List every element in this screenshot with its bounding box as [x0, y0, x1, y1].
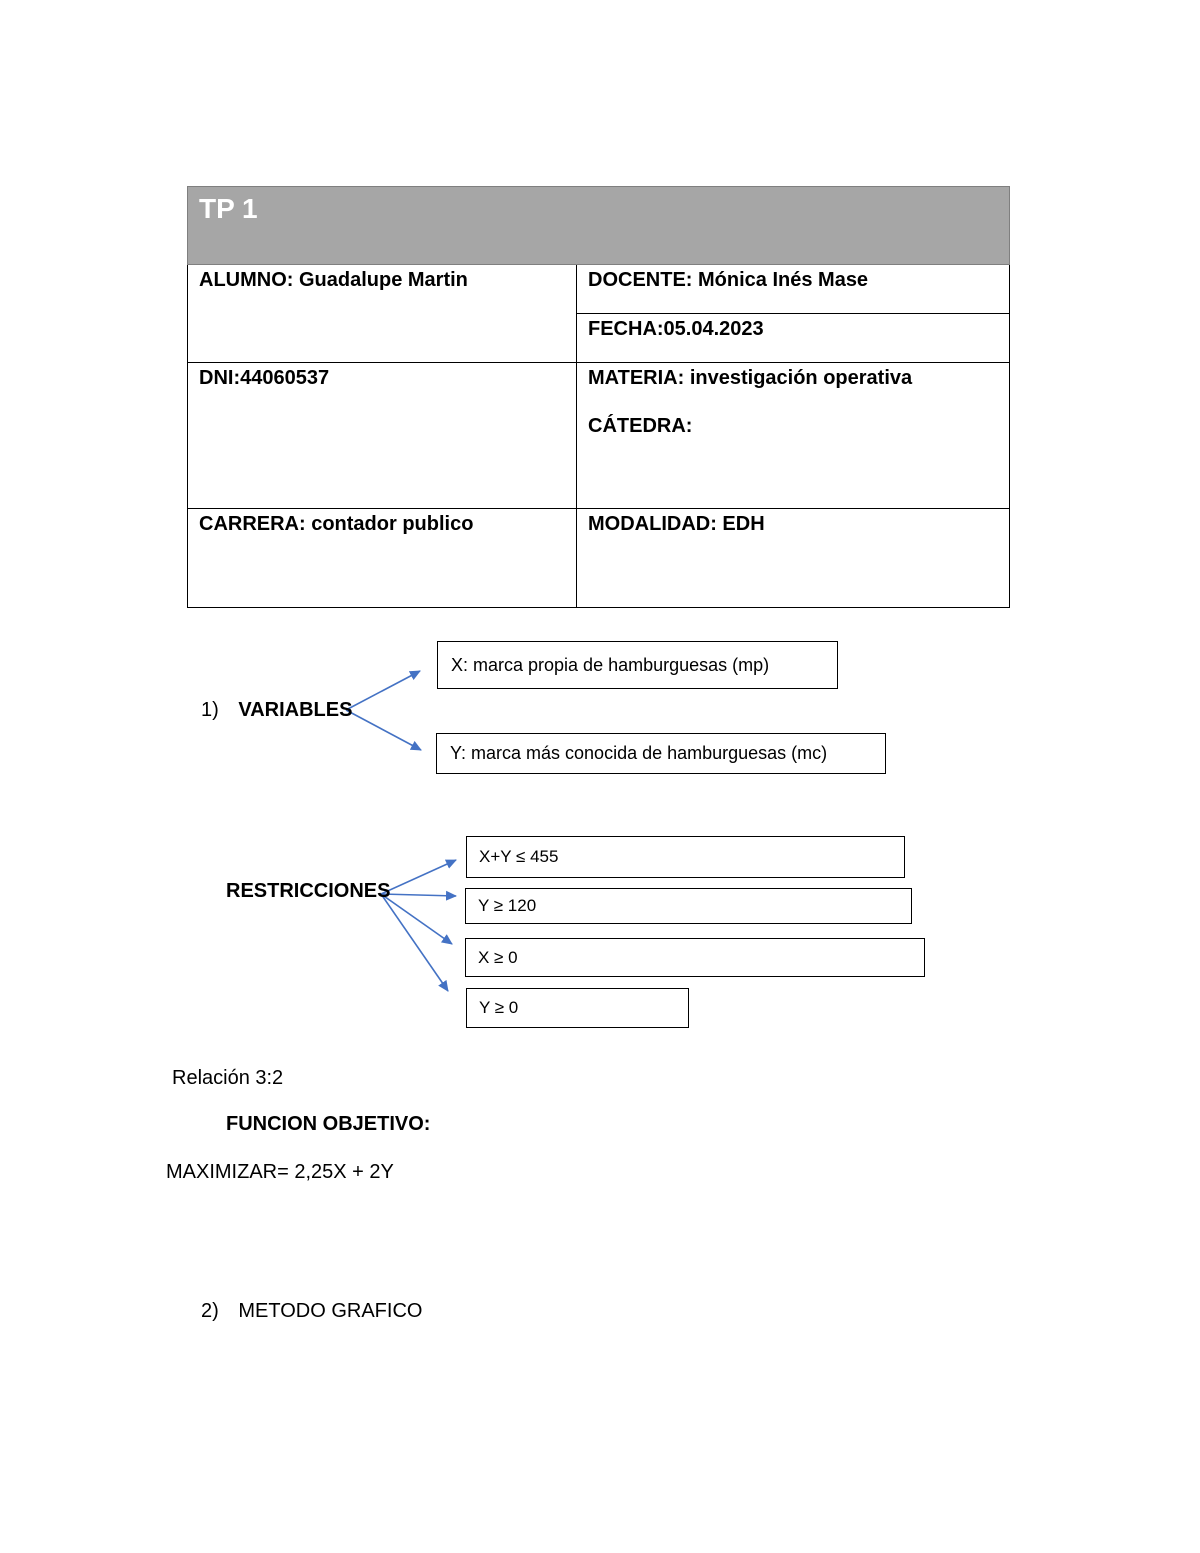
dni-text: DNI:44060537 [199, 367, 330, 389]
variables-heading [201, 699, 352, 722]
metodo-number: 2) [201, 1300, 219, 1322]
page-title: TP 1 [199, 193, 258, 224]
restriccion-3-box [465, 938, 925, 977]
restricciones-arrow-2 [381, 894, 456, 896]
funcion-objetivo-expression: MAXIMIZAR= 2,25X + 2Y [166, 1161, 394, 1183]
modalidad-text: MODALIDAD: EDH [588, 513, 765, 535]
materia-text: MATERIA: investigación operativa [588, 367, 913, 389]
restriccion-2-text: Y ≥ 120 [478, 896, 537, 915]
restriccion-2-box [465, 888, 912, 924]
restriccion-1-box [466, 836, 905, 878]
carrera-text: CARRERA: contador publico [199, 513, 474, 535]
variable-x-box [437, 641, 838, 689]
docente-text: DOCENTE: Mónica Inés Mase [588, 269, 869, 291]
catedra-text: CÁTEDRA: [588, 415, 693, 437]
variables-arrow-x [346, 671, 420, 710]
variables-arrow-y [346, 710, 421, 750]
metodo-label: METODO GRAFICO [238, 1300, 423, 1322]
fecha-text: FECHA:05.04.2023 [588, 318, 764, 340]
restriccion-4-text: Y ≥ 0 [479, 998, 519, 1017]
variables-label: VARIABLES [238, 699, 353, 721]
restricciones-label: RESTRICCIONES [226, 880, 391, 902]
restricciones-arrow-3 [381, 894, 452, 944]
restricciones-arrow-1 [381, 860, 456, 894]
relacion-text: Relación 3:2 [172, 1067, 284, 1089]
restriccion-3-text: X ≥ 0 [478, 947, 518, 967]
variable-y-text: Y: marca más conocida de hamburguesas (mc) [450, 743, 828, 763]
funcion-objetivo-label: FUNCION OBJETIVO: [226, 1113, 431, 1135]
variable-x-text: X: marca propia de hamburguesas (mp) [451, 654, 770, 675]
restriccion-4-box [466, 988, 689, 1028]
alumno-text: ALUMNO: Guadalupe Martin [199, 269, 468, 291]
restricciones-arrow-4 [381, 894, 448, 991]
metodo-heading [201, 1300, 422, 1323]
restriccion-1-text: X+Y ≤ 455 [479, 847, 559, 866]
variable-y-box [436, 733, 886, 774]
variables-number: 1) [201, 699, 219, 721]
